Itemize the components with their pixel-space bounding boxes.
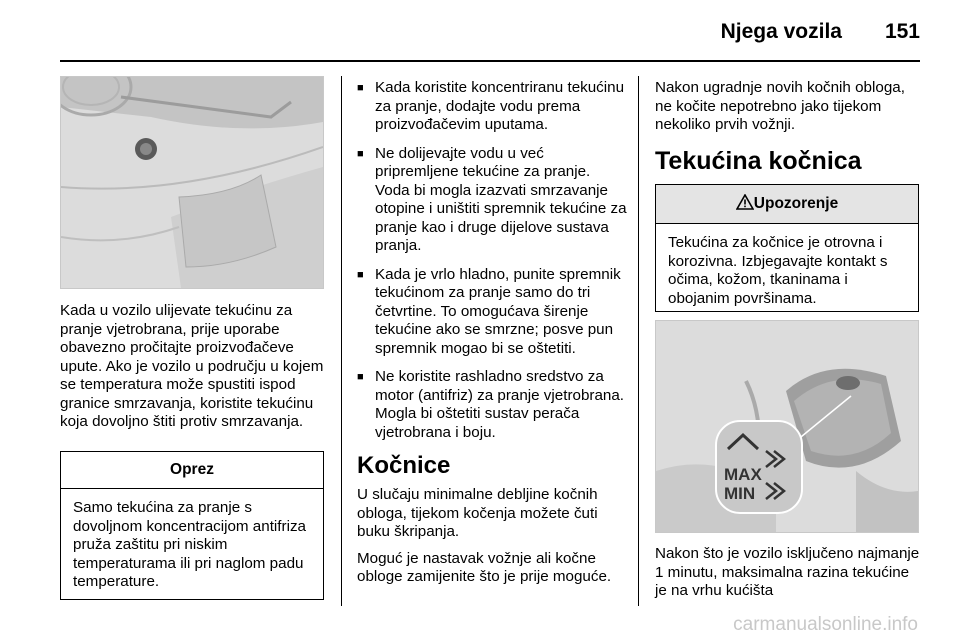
brakes-paragraph-2: Moguć je nastavak vožnje ali kočne obloge zamijenite što je prije moguće. [357, 549, 612, 585]
brake-fluid-heading: Tekućina kočnica [655, 147, 862, 175]
column-divider-left [341, 76, 342, 606]
new-brake-pads-paragraph: Nakon ugradnje novih kočnih obloga, ne kočite nepotrebno jako tijekom nekoliko prvih vožnji. [655, 79, 905, 133]
column-divider-right [638, 76, 639, 606]
page-header-title: Njega vozila [720, 20, 842, 43]
washer-bullet-list [357, 79, 629, 442]
warning-box [655, 184, 919, 312]
bullet-icon: ■ [357, 268, 364, 281]
bullet-icon: ■ [357, 371, 364, 383]
warning-title: Upozorenje [753, 195, 839, 212]
brake-fluid-reservoir-photo [655, 320, 919, 533]
list-item: ■ Kada je vrlo hladno, punite spremnik tekućinom za pranje samo do tri četvrtine. To omogućava širenje tekućine ako se smrzne; posve pun spremnik mogao bi se oštetiti. [357, 265, 621, 357]
max-label: MAX [724, 465, 762, 484]
bullet-icon: ■ [357, 147, 364, 160]
bullet-icon: ■ [357, 82, 364, 94]
min-label: MIN [724, 484, 756, 503]
list-item: ■ Kada koristite koncentriranu tekućinu za pranje, dodajte vodu prema proizvođačevim uputama. [357, 79, 625, 133]
warning-triangle-icon [736, 194, 754, 210]
brakes-heading: Kočnice [357, 452, 451, 479]
warning-text: Tekućina za kočnice je otrovna i korozivna. Izbjegavajte kontakt s očima, kožom, tkaninama i obojanim površinama. [668, 234, 888, 307]
header-divider [60, 60, 920, 62]
brake-fluid-illustration [656, 321, 918, 532]
watermark-text: carmanualsonline.info [733, 614, 918, 635]
brake-fluid-level-paragraph: Nakon što je vozilo isključeno najmanje 1 minutu, maksimalna razina tekućine je na vrhu kućišta [655, 545, 920, 599]
caution-title: Oprez [61, 452, 323, 489]
list-item: ■ Ne dolijevajte vodu u već pripremljene tekućine za pranje. Voda bi mogla izazvati smrzavanje otopine i uništiti spremnik tekućine za pranje kao i druge dijelove sustava pranja. [357, 144, 627, 254]
page-number: 151 [884, 20, 920, 43]
washer-fluid-paragraph: Kada u vozilo ulijevate tekućinu za pranje vjetrobrana, prije uporabe obavezno pročitajte proizvođačeve upute. Ako je vozilo u području u kojem se temperatura može spustiti ispod granice smrzavanja, koristite tekućinu koja dovoljno štiti protiv smrzavanja. [60, 302, 324, 430]
caution-text: Samo tekućina za pranje s dovoljnom koncentracijom antifriza pruža zaštitu pri niskim temperaturama ili pri naglom padu temperature. [73, 499, 306, 590]
brakes-paragraph-1: U slučaju minimalne debljine kočnih obloga, tijekom kočenja možete čuti buku škripanja. [357, 486, 598, 540]
washer-reservoir-illustration [61, 77, 323, 288]
list-item: ■ Ne koristite rashladno sredstvo za motor (antifriz) za pranje vjetrobrana. Mogla bi oštetiti sustav perača vjetrobrana i boju. [357, 368, 625, 441]
washer-reservoir-photo [60, 76, 324, 289]
caution-box [60, 451, 324, 600]
